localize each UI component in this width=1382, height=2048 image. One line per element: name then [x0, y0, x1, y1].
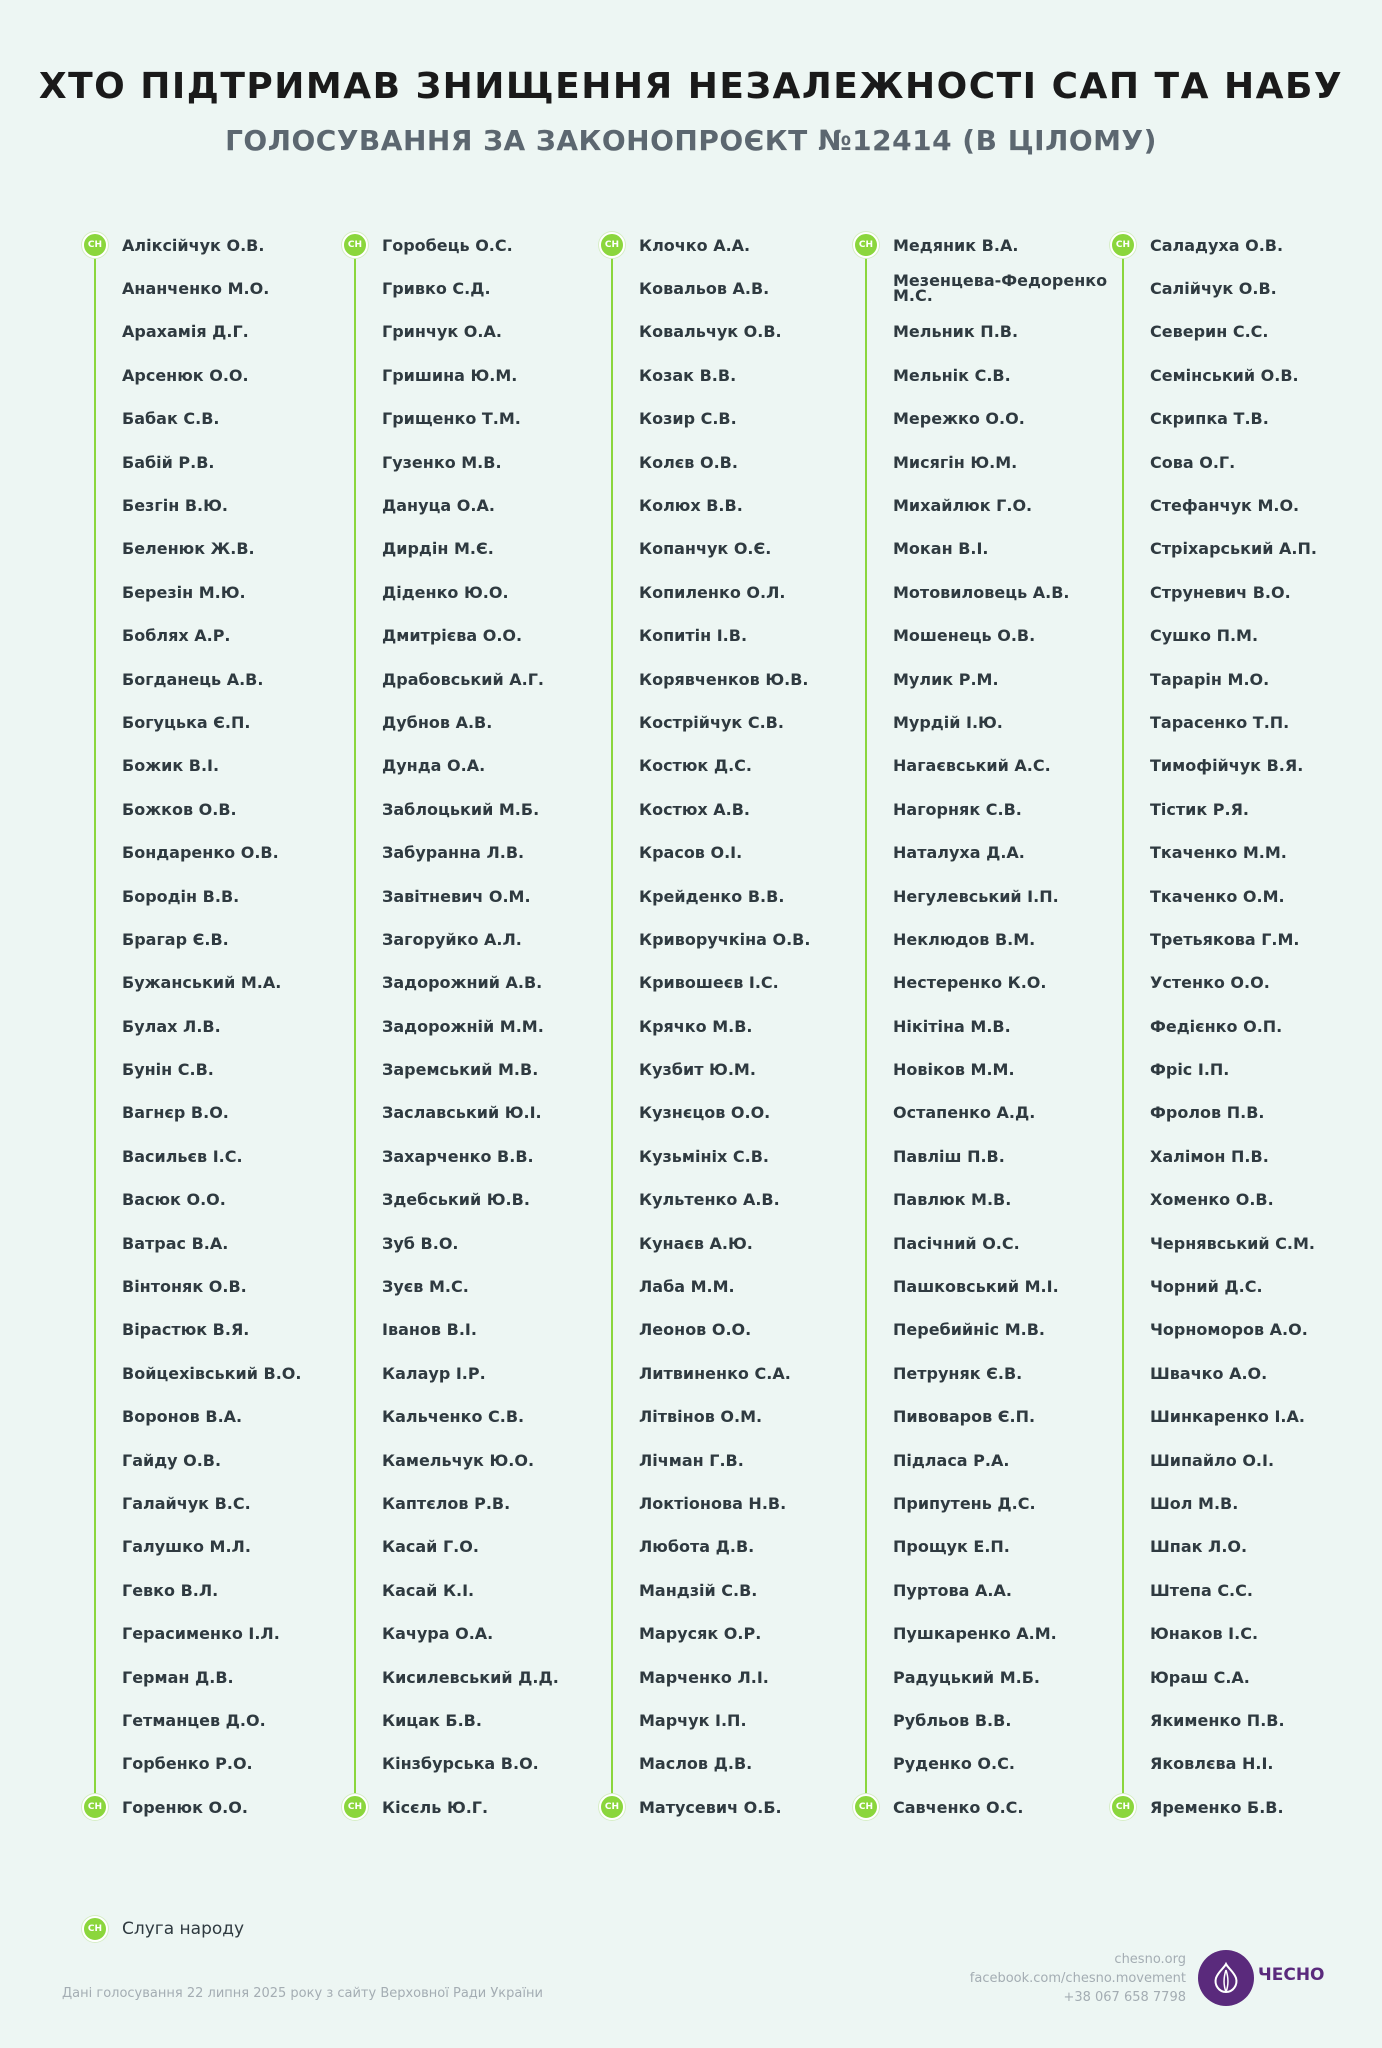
deputy-name: Мандзій С.В. — [639, 1580, 758, 1600]
deputy-name: Припутень Д.С. — [893, 1493, 1036, 1513]
deputy-name: Мельнік С.В. — [893, 365, 1011, 385]
deputy-name: Кальченко С.В. — [382, 1406, 525, 1426]
deputy-name: Камельчук Ю.О. — [382, 1450, 535, 1470]
deputies-column-3 — [599, 230, 849, 1817]
deputy-name: Фролов П.В. — [1150, 1102, 1265, 1122]
deputy-name: Марчук І.П. — [639, 1710, 747, 1730]
party-badge-icon: CH — [342, 232, 368, 258]
deputy-name: Ткаченко О.М. — [1150, 886, 1285, 906]
deputy-name: Мошенець О.В. — [893, 625, 1036, 645]
deputy-name: Халімон П.В. — [1150, 1146, 1269, 1166]
deputy-name: Гришина Ю.М. — [382, 365, 518, 385]
deputy-name: Шпак Л.О. — [1150, 1536, 1248, 1556]
deputy-name: Негулевський І.П. — [893, 886, 1059, 906]
deputy-name: Устенко О.О. — [1150, 972, 1270, 992]
deputy-name: Іванов В.І. — [382, 1319, 477, 1339]
deputy-name: Михайлюк Г.О. — [893, 495, 1033, 515]
deputy-name: Герасименко І.Л. — [122, 1623, 280, 1643]
deputy-name: Нагаєвський А.С. — [893, 755, 1051, 775]
deputy-name: Зуб В.О. — [382, 1233, 459, 1253]
deputy-name: Ананченко М.О. — [122, 278, 270, 298]
party-badge-icon: CH — [342, 1794, 368, 1820]
deputy-name: Шол М.В. — [1150, 1493, 1239, 1513]
deputy-name: Сушко П.М. — [1150, 625, 1259, 645]
deputy-name: Пушкаренко А.М. — [893, 1623, 1057, 1643]
deputy-name: Васильєв І.С. — [122, 1146, 243, 1166]
deputy-name: Копитін І.В. — [639, 625, 748, 645]
deputies-column-5 — [1110, 230, 1360, 1817]
party-badge-icon: CH — [1110, 1794, 1136, 1820]
deputy-name: Гривко С.Д. — [382, 278, 491, 298]
deputy-name: Літвінов О.М. — [639, 1406, 763, 1426]
deputy-name: Штепа С.С. — [1150, 1580, 1253, 1600]
party-badge-icon: CH — [599, 1794, 625, 1820]
deputy-name: Шинкаренко І.А. — [1150, 1406, 1305, 1426]
contact-phone: +38 067 658 7798 — [1063, 1990, 1186, 2005]
deputy-name: Мельник П.В. — [893, 321, 1019, 341]
deputy-name: Петруняк Є.В. — [893, 1363, 1023, 1383]
deputy-name: Крячко М.В. — [639, 1016, 753, 1036]
deputy-name: Підласа Р.А. — [893, 1450, 1010, 1470]
deputy-name: Бабій Р.В. — [122, 452, 215, 472]
deputy-name: Юнаков І.С. — [1150, 1623, 1259, 1643]
deputy-name: Павлюк М.В. — [893, 1189, 1012, 1209]
deputy-name: Беленюк Ж.В. — [122, 538, 255, 558]
contacts — [970, 1950, 1186, 2007]
deputy-name: Марченко Л.І. — [639, 1667, 769, 1687]
deputy-name: Рубльов В.В. — [893, 1710, 1012, 1730]
deputy-name: Кицак Б.В. — [382, 1710, 482, 1730]
deputy-name: Медяник В.А. — [893, 235, 1019, 255]
deputy-name: Козак В.В. — [639, 365, 737, 385]
deputy-name: Тістик Р.Я. — [1150, 799, 1249, 819]
timeline-line — [1122, 244, 1124, 1806]
deputy-name: Забуранна Л.В. — [382, 842, 525, 862]
deputy-name: Богуцька Є.П. — [122, 712, 251, 732]
deputy-name: Якименко П.В. — [1150, 1710, 1285, 1730]
deputy-name: Діденко Ю.О. — [382, 582, 509, 602]
deputy-name: Новіков М.М. — [893, 1059, 1015, 1079]
deputy-name: Чорноморов А.О. — [1150, 1319, 1308, 1339]
deputy-name: Дунда О.А. — [382, 755, 486, 775]
deputy-name: Неклюдов В.М. — [893, 929, 1036, 949]
deputy-name: Колєв О.В. — [639, 452, 738, 472]
deputy-name: Яременко Б.В. — [1150, 1797, 1284, 1817]
deputy-name: Вагнєр В.О. — [122, 1102, 229, 1122]
deputy-name: Захарченко В.В. — [382, 1146, 534, 1166]
deputy-name: Криворучкіна О.В. — [639, 929, 811, 949]
deputy-name: Чернявський С.М. — [1150, 1233, 1315, 1253]
deputy-name: Лаба М.М. — [639, 1276, 735, 1296]
deputy-name: Пашковський М.І. — [893, 1276, 1059, 1296]
deputy-name: Лічман Г.В. — [639, 1450, 744, 1470]
deputy-name: Красов О.І. — [639, 842, 743, 862]
party-badge-icon: CH — [82, 1916, 108, 1942]
deputy-name: Дмитрієва О.О. — [382, 625, 523, 645]
deputy-name: Кривошеєв І.С. — [639, 972, 779, 992]
deputy-name: Боблях А.Р. — [122, 625, 231, 645]
deputy-name: Чорний Д.С. — [1150, 1276, 1263, 1296]
deputy-name: Копиленко О.Л. — [639, 582, 786, 602]
party-badge-icon: CH — [599, 232, 625, 258]
deputy-name: Нагорняк С.В. — [893, 799, 1022, 819]
deputy-name: Мурдій І.Ю. — [893, 712, 1003, 732]
deputy-name: Остапенко А.Д. — [893, 1102, 1036, 1122]
deputy-name: Маруcяк О.Р. — [639, 1623, 762, 1643]
deputy-name: Стефанчук М.О. — [1150, 495, 1300, 515]
deputy-name: Гайду О.В. — [122, 1450, 222, 1470]
deputy-name: Матусевич О.Б. — [639, 1797, 782, 1817]
deputy-name: Пуртова А.А. — [893, 1580, 1012, 1600]
deputy-name: Перебийніс М.В. — [893, 1319, 1046, 1339]
deputy-name: Культенко А.В. — [639, 1189, 780, 1209]
deputies-column-2 — [342, 230, 592, 1817]
deputy-name: Задорожній М.М. — [382, 1016, 544, 1036]
deputy-name: Кузбит Ю.М. — [639, 1059, 756, 1079]
deputy-name: Копанчук О.Є. — [639, 538, 772, 558]
deputy-name: Касай Г.О. — [382, 1536, 479, 1556]
deputy-name: Саладуха О.В. — [1150, 235, 1284, 255]
party-badge-icon: CH — [853, 1794, 879, 1820]
party-badge-icon: CH — [82, 232, 108, 258]
deputy-name: Завітневич О.М. — [382, 886, 531, 906]
deputy-name: Бабак С.В. — [122, 408, 220, 428]
deputy-name: Арсенюк О.О. — [122, 365, 249, 385]
deputy-name: Мезенцева-Федоренко М.С. — [893, 271, 1108, 305]
deputy-name: Безгін В.Ю. — [122, 495, 228, 515]
party-badge-icon: CH — [853, 232, 879, 258]
deputy-name: Задорожний А.В. — [382, 972, 543, 992]
brand-name: ЧЕСНО — [1258, 1965, 1325, 1985]
deputy-name: Ткаченко М.М. — [1150, 842, 1287, 862]
chesno-logo-icon — [1198, 1950, 1254, 2006]
deputy-name: Тарасенко Т.П. — [1150, 712, 1290, 732]
garlic-icon — [1206, 1958, 1246, 1998]
deputy-name: Каптєлов Р.В. — [382, 1493, 511, 1513]
deputy-name: Колюх В.В. — [639, 495, 743, 515]
deputy-name: Драбовський А.Г. — [382, 669, 544, 689]
party-badge-icon: CH — [82, 1794, 108, 1820]
deputy-name: Кострійчук С.В. — [639, 712, 784, 732]
deputy-name: Руденко О.С. — [893, 1753, 1015, 1773]
deputy-name: Булах Л.В. — [122, 1016, 221, 1036]
deputy-name: Федієнко О.П. — [1150, 1016, 1283, 1036]
deputy-name: Павліш П.В. — [893, 1146, 1005, 1166]
timeline-line — [865, 244, 867, 1806]
deputy-name: Бондаренко О.В. — [122, 842, 279, 862]
deputy-name: Дануца О.А. — [382, 495, 495, 515]
deputies-column-1 — [82, 230, 332, 1817]
deputy-name: Козир С.В. — [639, 408, 737, 428]
deputy-name: Бунін С.В. — [122, 1059, 214, 1079]
deputy-name: Савченко О.С. — [893, 1797, 1024, 1817]
deputy-name: Гринчук О.А. — [382, 321, 502, 341]
deputy-name: Вінтоняк О.В. — [122, 1276, 247, 1296]
deputy-name: Ковальов А.В. — [639, 278, 770, 298]
deputy-name: Грищенко Т.М. — [382, 408, 521, 428]
deputy-name: Мокан В.І. — [893, 538, 989, 558]
deputy-name: Калаур І.Р. — [382, 1363, 486, 1383]
deputy-name: Радуцький М.Б. — [893, 1667, 1040, 1687]
deputy-name: Касай К.І. — [382, 1580, 475, 1600]
deputy-name: Кузнєцов О.О. — [639, 1102, 771, 1122]
deputy-name: Нікітіна М.В. — [893, 1016, 1011, 1036]
deputies-column-4 — [853, 230, 1108, 1817]
deputy-name: Вірастюк В.Я. — [122, 1319, 250, 1339]
deputy-name: Клочко А.А. — [639, 235, 751, 255]
deputy-name: Тарарін М.О. — [1150, 669, 1270, 689]
deputy-name: Нестеренко К.О. — [893, 972, 1047, 992]
deputy-name: Ватрас В.А. — [122, 1233, 229, 1253]
deputy-name: Бужанський М.А. — [122, 972, 282, 992]
deputy-name: Любота Д.В. — [639, 1536, 755, 1556]
deputy-name: Горобець О.С. — [382, 235, 513, 255]
timeline-line — [354, 244, 356, 1806]
deputy-name: Семінський О.В. — [1150, 365, 1299, 385]
deputy-name: Качура О.А. — [382, 1623, 494, 1643]
deputy-name: Мотовиловець А.В. — [893, 582, 1070, 602]
deputy-name: Третьякова Г.М. — [1150, 929, 1300, 949]
deputy-name: Зуєв М.С. — [382, 1276, 469, 1296]
deputy-name: Хоменко О.В. — [1150, 1189, 1274, 1209]
contact-facebook[interactable]: facebook.com/chesno.movement — [969, 1971, 1186, 1986]
legend-label: Слуга народу — [122, 1919, 245, 1939]
deputy-name: Тимофійчук В.Я. — [1150, 755, 1304, 775]
deputy-name: Кінзбурська В.О. — [382, 1753, 539, 1773]
deputy-name: Пасічний О.С. — [893, 1233, 1020, 1253]
deputy-name: Галушко М.Л. — [122, 1536, 251, 1556]
deputy-name: Костюх А.В. — [639, 799, 751, 819]
deputy-name: Васюк О.О. — [122, 1189, 226, 1209]
deputy-name: Войцехівський В.О. — [122, 1363, 302, 1383]
deputy-name: Мулик Р.М. — [893, 669, 999, 689]
deputy-name: Заблоцький М.Б. — [382, 799, 540, 819]
deputy-name: Гевко В.Л. — [122, 1580, 219, 1600]
deputy-name: Воронов В.А. — [122, 1406, 243, 1426]
timeline-line — [94, 244, 96, 1806]
deputy-name: Герман Д.В. — [122, 1667, 234, 1687]
deputy-name: Божик В.І. — [122, 755, 220, 775]
party-badge-icon: CH — [1110, 232, 1136, 258]
deputy-name: Сова О.Г. — [1150, 452, 1236, 472]
deputy-name: Горенюк О.О. — [122, 1797, 248, 1817]
deputy-name: Галайчук В.С. — [122, 1493, 251, 1513]
deputy-name: Аліксійчук О.В. — [122, 235, 265, 255]
deputy-name: Прощук Е.П. — [893, 1536, 1010, 1556]
deputy-name: Локтіонова Н.В. — [639, 1493, 787, 1513]
deputy-name: Костюк Д.С. — [639, 755, 752, 775]
deputy-name: Бородін В.В. — [122, 886, 240, 906]
deputy-name: Стріхарський А.П. — [1150, 538, 1317, 558]
deputy-name: Салійчук О.В. — [1150, 278, 1277, 298]
deputy-name: Мисягін Ю.М. — [893, 452, 1018, 472]
deputy-name: Богданець А.В. — [122, 669, 264, 689]
deputy-name: Заславський Ю.І. — [382, 1102, 542, 1122]
deputy-name: Скрипка Т.В. — [1150, 408, 1269, 428]
deputy-name: Ковальчук О.В. — [639, 321, 782, 341]
deputy-name: Швачко А.О. — [1150, 1363, 1268, 1383]
deputy-name: Кузьмінix С.В. — [639, 1146, 770, 1166]
deputy-name: Арахамія Д.Г. — [122, 321, 249, 341]
deputy-name: Кунаєв А.Ю. — [639, 1233, 753, 1253]
deputy-name: Корявченков Ю.В. — [639, 669, 809, 689]
deputy-name: Кісєль Ю.Г. — [382, 1797, 489, 1817]
deputy-name: Заремський М.В. — [382, 1059, 539, 1079]
deputy-name: Крейденко В.В. — [639, 886, 785, 906]
deputy-name: Северин С.С. — [1150, 321, 1269, 341]
legend — [82, 1914, 244, 1944]
deputy-name: Кисилевський Д.Д. — [382, 1667, 559, 1687]
deputy-name: Гетманцев Д.О. — [122, 1710, 266, 1730]
deputy-name: Струневич В.О. — [1150, 582, 1291, 602]
deputy-name: Брагар Є.В. — [122, 929, 229, 949]
deputy-name: Наталуха Д.А. — [893, 842, 1025, 862]
deputy-name: Литвиненко С.А. — [639, 1363, 791, 1383]
deputy-name: Пивоваров Є.П. — [893, 1406, 1036, 1426]
deputy-name: Дирдін М.Є. — [382, 538, 494, 558]
timeline-line — [611, 244, 613, 1806]
deputy-name: Фріс І.П. — [1150, 1059, 1230, 1079]
page-subtitle: ГОЛОСУВАННЯ ЗА ЗАКОНОПРОЄКТ №12414 (В ЦІЛОМУ) — [225, 124, 1157, 157]
deputy-name: Горбенко Р.О. — [122, 1753, 253, 1773]
deputy-name: Дубнов А.В. — [382, 712, 493, 732]
contact-site[interactable]: chesno.org — [1114, 1952, 1186, 1967]
page-title: ХТО ПІДТРИМАВ ЗНИЩЕННЯ НЕЗАЛЕЖНОСТІ САП ТА НАБУ — [38, 66, 1344, 107]
deputy-name: Шипайло О.І. — [1150, 1450, 1275, 1470]
deputy-name: Леонов О.О. — [639, 1319, 752, 1339]
deputy-name: Маслов Д.В. — [639, 1753, 753, 1773]
data-source-note: Дані голосування 22 липня 2025 року з сайту Верховної Ради України — [62, 1986, 543, 2001]
deputy-name: Загоруйко А.Л. — [382, 929, 522, 949]
deputy-name: Здебський Ю.В. — [382, 1189, 530, 1209]
deputy-name: Березін М.Ю. — [122, 582, 246, 602]
deputy-name: Божков О.В. — [122, 799, 237, 819]
deputy-name: Гузенко М.В. — [382, 452, 502, 472]
deputy-name: Мережко О.О. — [893, 408, 1025, 428]
deputy-name: Юраш С.А. — [1150, 1667, 1250, 1687]
deputy-name: Яковлєва Н.І. — [1150, 1753, 1274, 1773]
